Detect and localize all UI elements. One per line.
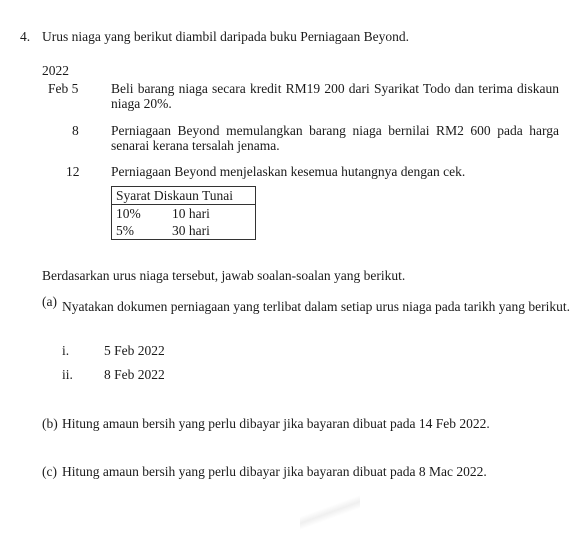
part-a-label: (a) <box>42 294 57 309</box>
journal-year: 2022 <box>42 63 69 78</box>
part-a-item-date: 5 Feb 2022 <box>104 343 165 358</box>
part-a-item-date: 8 Feb 2022 <box>104 367 165 382</box>
discount-rate: 5% <box>116 223 134 238</box>
instruction-text: Berdasarkan urus niaga tersebut, jawab soalan-soalan yang berikut. <box>42 268 406 283</box>
part-a-item-numeral: ii. <box>62 367 73 382</box>
entry-text: Perniagaan Beyond memulangkan barang niaga bernilai RM2 600 pada harga senarai kerana tersalah jenama. <box>111 123 559 153</box>
table-row <box>112 205 256 223</box>
entry-text: Perniagaan Beyond menjelaskan kesemua hutangnya dengan cek. <box>111 164 466 179</box>
part-b-text: Hitung amaun bersih yang perlu dibayar jika bayaran dibuat pada 14 Feb 2022. <box>62 416 490 431</box>
question-intro: Urus niaga yang berikut diambil daripada buku Perniagaan Beyond. <box>42 29 410 44</box>
terms-table-header: Syarat Diskaun Tunai <box>112 187 256 205</box>
table-row <box>112 222 256 240</box>
question-number: 4. <box>20 29 31 44</box>
discount-rate: 10% <box>116 206 141 221</box>
entry-date: 8 <box>72 123 79 138</box>
page-fold-shadow <box>300 490 360 535</box>
discount-days: 10 hari <box>172 206 210 221</box>
entry-date: Feb 5 <box>48 81 79 96</box>
part-a-text: Nyatakan dokumen perniagaan yang terlibat dalam setiap urus niaga pada tarikh yang berikut. <box>62 299 570 314</box>
entry-text: Beli barang niaga secara kredit RM19 200 dari Syarikat Todo dan terima diskaun niaga 20%. <box>111 81 559 111</box>
discount-days: 30 hari <box>172 223 210 238</box>
part-c-label: (c) <box>42 464 57 479</box>
entry-date: 12 <box>66 164 80 179</box>
cash-discount-terms-table <box>111 186 256 240</box>
part-c-text: Hitung amaun bersih yang perlu dibayar jika bayaran dibuat pada 8 Mac 2022. <box>62 464 487 479</box>
part-a-item-numeral: i. <box>62 343 70 358</box>
part-b-label: (b) <box>42 416 58 431</box>
